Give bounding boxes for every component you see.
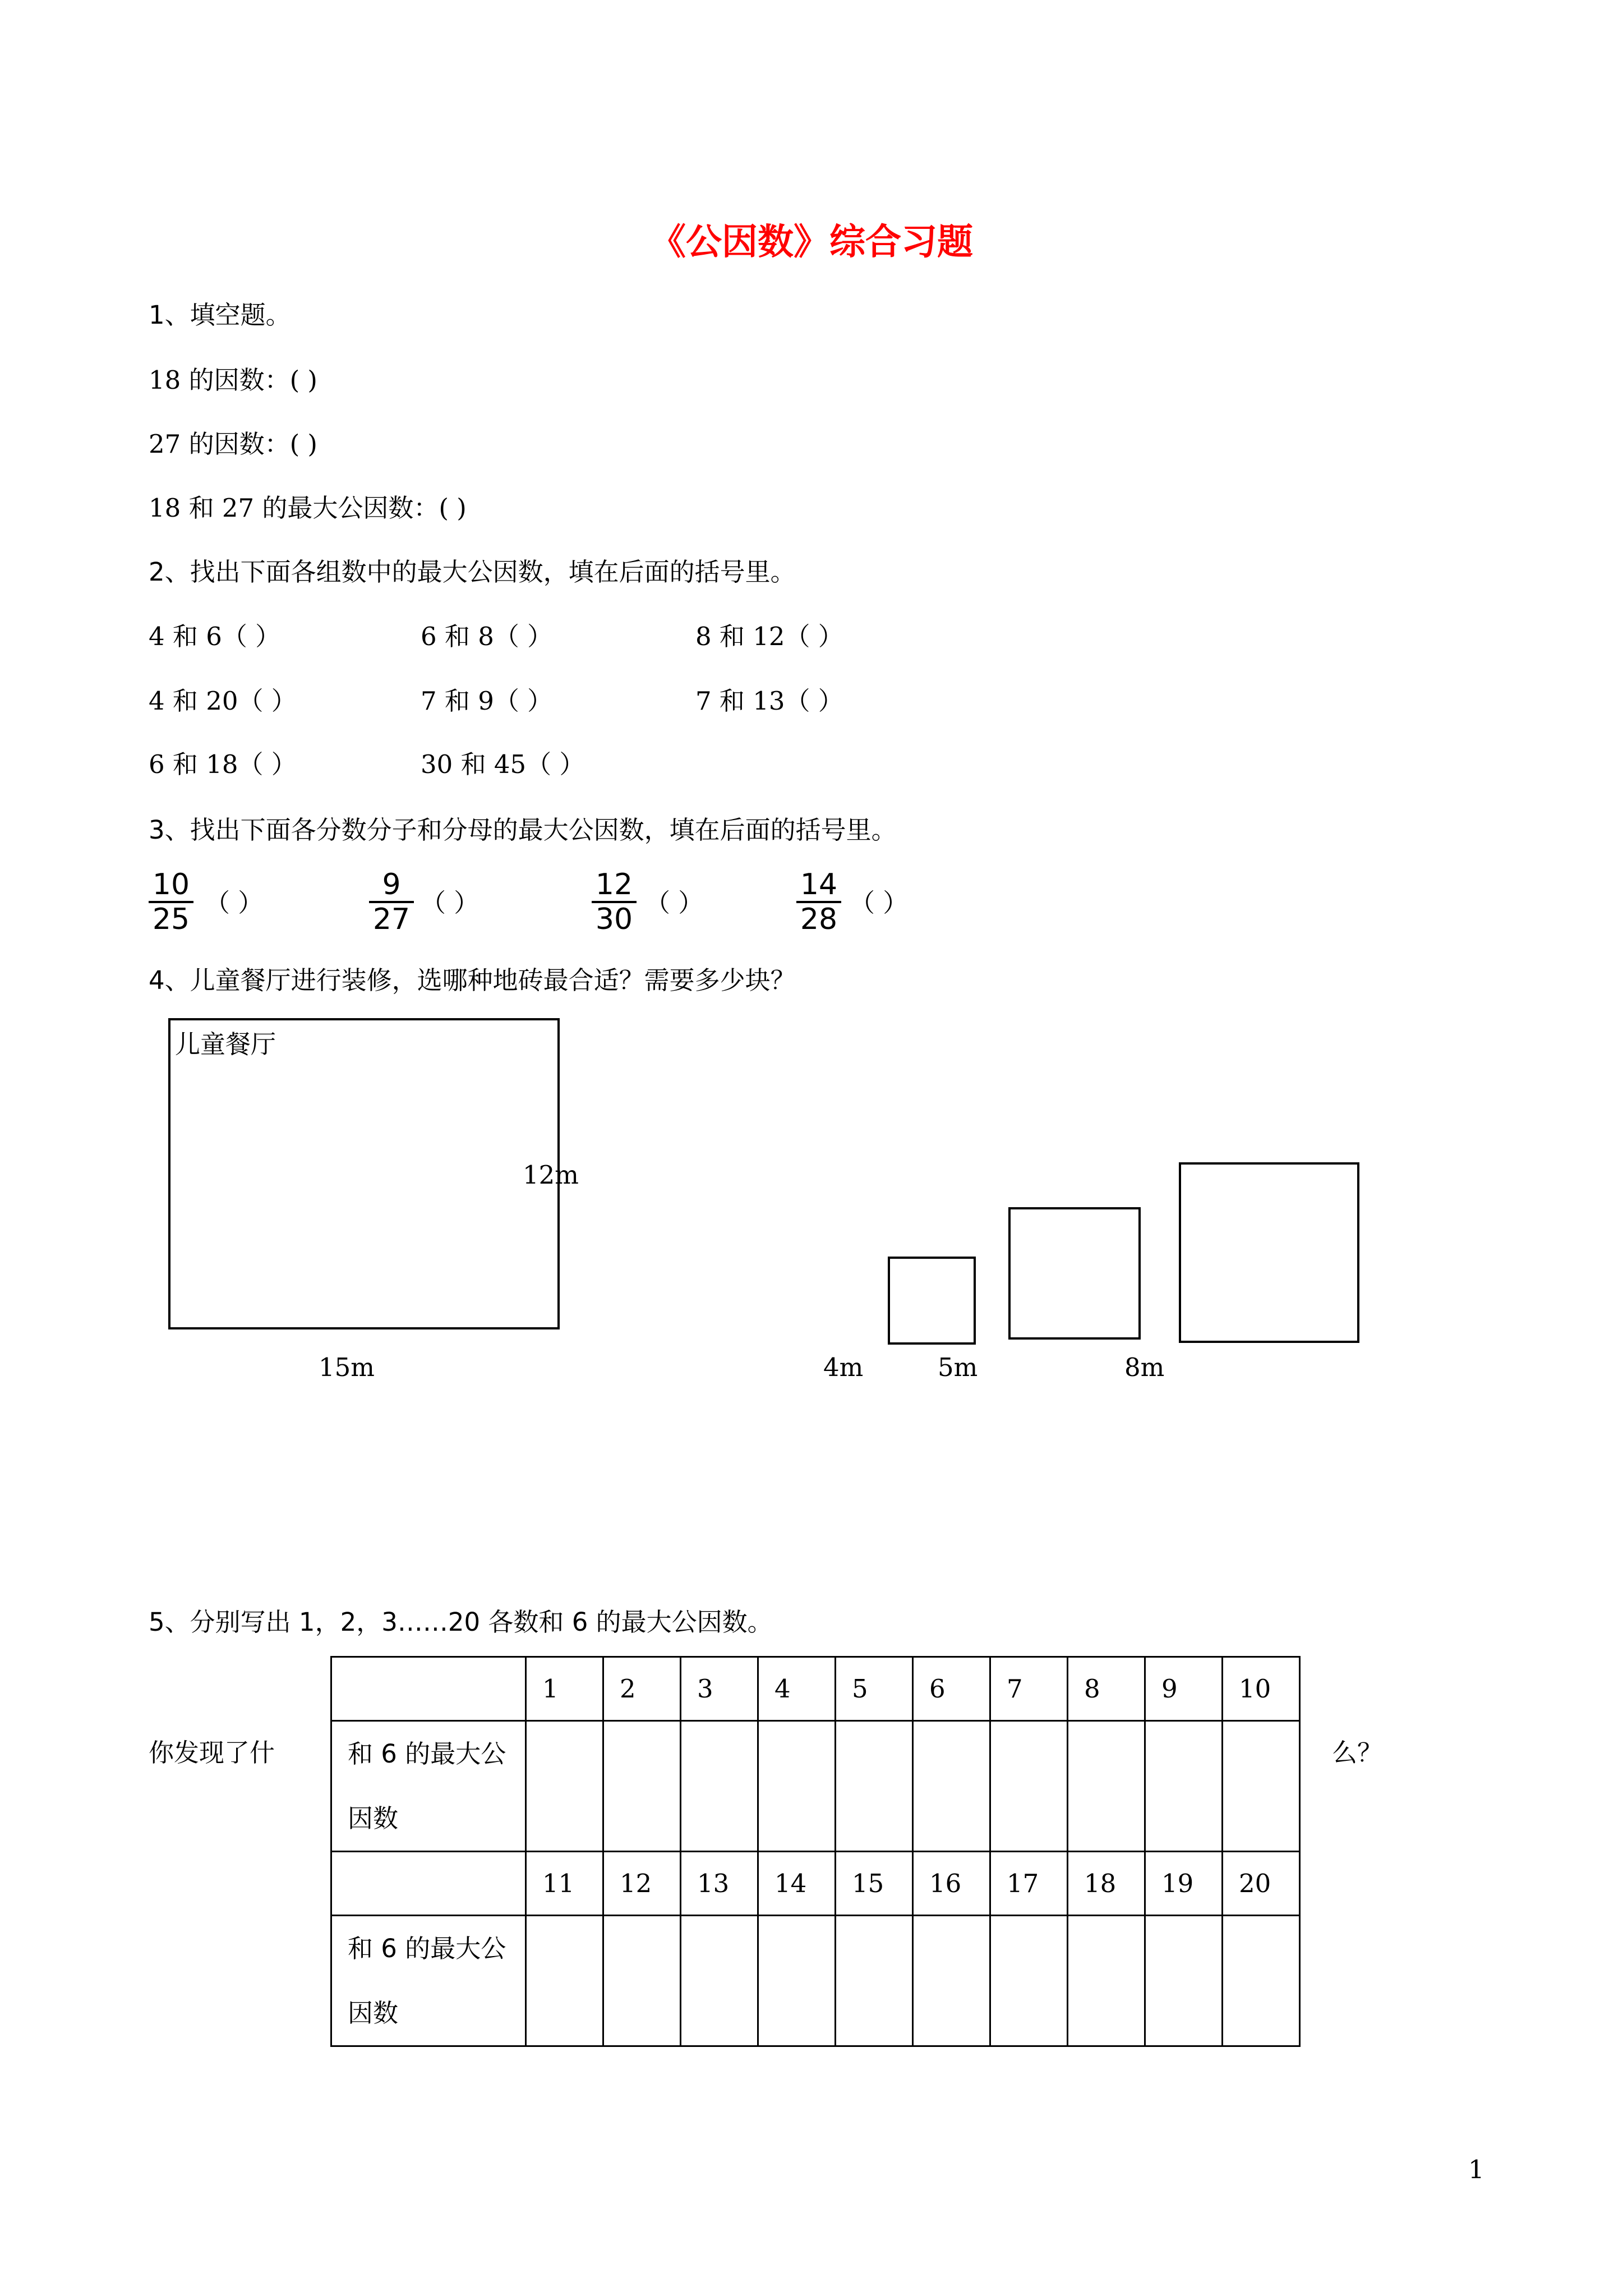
gcd-table <box>330 1656 1301 2047</box>
q2-item: 30 和 45（ ） <box>421 749 585 779</box>
tile-4m <box>888 1257 976 1345</box>
q2-item: 8 和 12（ ） <box>695 622 843 651</box>
table-cell: 7 <box>990 1657 1068 1721</box>
row-label: 和 6 的最大公因数 <box>331 1721 526 1852</box>
table-cell: 17 <box>990 1852 1068 1916</box>
table-row <box>331 1916 1300 2046</box>
q3-blank: （ ） <box>205 888 264 918</box>
page-title: 《公因数》综合习题 <box>650 222 973 263</box>
answer-cell[interactable] <box>681 1916 758 2046</box>
table-cell <box>331 1852 526 1916</box>
q4-heading: 4、儿童餐厅进行装修，选哪种地砖最合适？需要多少块？ <box>149 965 796 995</box>
room-rectangle <box>168 1018 560 1329</box>
page-number: 1 <box>1468 2155 1484 2184</box>
table-cell: 20 <box>1223 1852 1300 1916</box>
q2-item: 4 和 6（ ） <box>149 622 281 651</box>
table-cell: 16 <box>913 1852 990 1916</box>
fraction-numerator: 12 <box>592 868 637 903</box>
table-cell: 5 <box>836 1657 913 1721</box>
q2-item: 6 和 8（ ） <box>421 622 553 651</box>
q3-heading: 3、找出下面各分数分子和分母的最大公因数，填在后面的括号里。 <box>149 815 897 845</box>
fraction-numerator: 10 <box>149 868 193 903</box>
table-cell: 19 <box>1145 1852 1223 1916</box>
q3-blank: （ ） <box>850 888 909 918</box>
answer-cell[interactable] <box>1145 1721 1223 1852</box>
answer-cell[interactable] <box>836 1721 913 1852</box>
q5-side-left: 你发现了什 <box>149 1738 275 1768</box>
answer-cell[interactable] <box>1145 1916 1223 2046</box>
q3-blank: （ ） <box>645 888 704 918</box>
table-cell: 18 <box>1068 1852 1145 1916</box>
table-cell: 12 <box>603 1852 681 1916</box>
table-cell: 9 <box>1145 1657 1223 1721</box>
q1-line-1: 18 的因数：( ) <box>149 365 317 395</box>
table-cell: 1 <box>526 1657 603 1721</box>
answer-cell[interactable] <box>526 1721 603 1852</box>
tile-5m <box>1008 1207 1141 1340</box>
answer-cell[interactable] <box>603 1916 681 2046</box>
room-width-label: 15m <box>319 1352 375 1382</box>
q1-line-2: 27 的因数：( ) <box>149 429 317 459</box>
table-cell: 13 <box>681 1852 758 1916</box>
table-cell <box>331 1657 526 1721</box>
tile-8m <box>1179 1162 1359 1343</box>
q2-item: 7 和 13（ ） <box>695 686 843 716</box>
table-row <box>331 1852 1300 1916</box>
table-cell: 10 <box>1223 1657 1300 1721</box>
answer-cell[interactable] <box>526 1916 603 2046</box>
table-cell: 11 <box>526 1852 603 1916</box>
table-cell: 15 <box>836 1852 913 1916</box>
answer-cell[interactable] <box>603 1721 681 1852</box>
fraction-denominator: 25 <box>152 903 190 936</box>
fraction-4 <box>796 868 841 936</box>
fraction-numerator: 14 <box>796 868 841 903</box>
answer-cell[interactable] <box>1068 1721 1145 1852</box>
table-cell: 6 <box>913 1657 990 1721</box>
answer-cell[interactable] <box>836 1916 913 2046</box>
answer-cell[interactable] <box>990 1916 1068 2046</box>
answer-cell[interactable] <box>681 1721 758 1852</box>
answer-cell[interactable] <box>1068 1916 1145 2046</box>
row-label: 和 6 的最大公因数 <box>331 1916 526 2046</box>
fraction-numerator: 9 <box>369 868 414 903</box>
tile-label-8m: 8m <box>1124 1352 1165 1382</box>
fraction-denominator: 28 <box>800 903 838 936</box>
q1-line-3: 18 和 27 的最大公因数：( ) <box>149 493 467 523</box>
q2-heading: 2、找出下面各组数中的最大公因数，填在后面的括号里。 <box>149 557 796 587</box>
answer-cell[interactable] <box>913 1721 990 1852</box>
fraction-2 <box>369 868 414 936</box>
room-height-label: 12m <box>523 1160 579 1190</box>
tile-label-5m: 5m <box>938 1352 978 1382</box>
q3-blank: （ ） <box>421 888 479 918</box>
room-label: 儿童餐厅 <box>175 1029 276 1059</box>
q5-heading: 5、分别写出 1，2，3……20 各数和 6 的最大公因数。 <box>149 1607 773 1637</box>
table-cell: 14 <box>758 1852 836 1916</box>
q2-item: 7 和 9（ ） <box>421 686 553 716</box>
q1-heading: 1、填空题。 <box>149 300 291 330</box>
answer-cell[interactable] <box>758 1721 836 1852</box>
fraction-1 <box>149 868 193 936</box>
answer-cell[interactable] <box>1223 1721 1300 1852</box>
answer-cell[interactable] <box>1223 1916 1300 2046</box>
table-cell: 2 <box>603 1657 681 1721</box>
table-cell: 4 <box>758 1657 836 1721</box>
answer-cell[interactable] <box>990 1721 1068 1852</box>
fraction-3 <box>592 868 637 936</box>
q2-item: 6 和 18（ ） <box>149 749 297 779</box>
table-row <box>331 1721 1300 1852</box>
answer-cell[interactable] <box>758 1916 836 2046</box>
q2-item: 4 和 20（ ） <box>149 686 297 716</box>
table-row <box>331 1657 1300 1721</box>
q5-side-right: 么？ <box>1332 1738 1383 1768</box>
fraction-denominator: 30 <box>595 903 633 936</box>
table-cell: 3 <box>681 1657 758 1721</box>
table-cell: 8 <box>1068 1657 1145 1721</box>
fraction-denominator: 27 <box>372 903 411 936</box>
tile-label-4m: 4m <box>823 1352 864 1382</box>
answer-cell[interactable] <box>913 1916 990 2046</box>
